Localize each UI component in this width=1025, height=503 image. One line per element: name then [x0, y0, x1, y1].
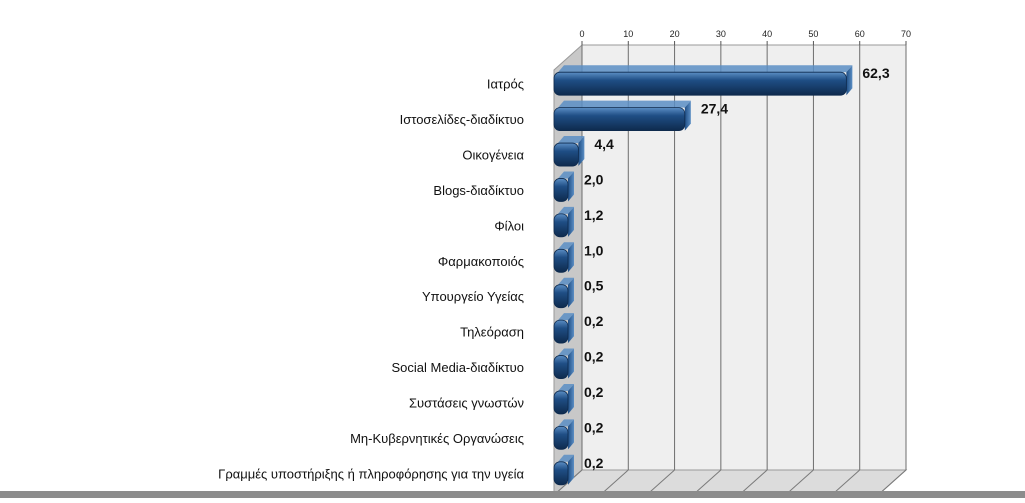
category-label: Τηλεόραση — [460, 324, 524, 340]
value-label: 0,2 — [584, 454, 604, 471]
bar-front-face — [554, 320, 568, 343]
bar-front-face — [554, 214, 568, 237]
value-label: 62,3 — [862, 65, 890, 82]
category-label: Συστάσεις γνωστών — [409, 395, 524, 411]
bar-front-face — [554, 462, 568, 485]
bar — [554, 101, 691, 131]
value-label: 2,0 — [584, 171, 604, 188]
category-label: Blogs-διαδίκτυο — [433, 182, 524, 198]
tick-label: 50 — [808, 29, 819, 39]
category-label: Γραμμές υποστήριξης ή πληροφόρησης για την υγεία — [218, 466, 524, 482]
value-label: 0,2 — [584, 419, 604, 436]
bar-front-face — [554, 178, 568, 201]
tick-label: 10 — [623, 29, 634, 39]
tick-label: 30 — [715, 29, 726, 39]
bar-front-face — [554, 391, 568, 414]
tick-label: 70 — [900, 29, 912, 39]
bar — [554, 65, 852, 95]
category-label: Social Media-διαδίκτυο — [391, 360, 524, 376]
bar-front-face — [554, 143, 578, 166]
bar-front-face — [554, 72, 846, 95]
bottom-divider — [0, 491, 1025, 498]
tick-label: 60 — [854, 29, 865, 39]
bar-front-face — [554, 249, 568, 272]
tick-label: 40 — [762, 29, 773, 39]
value-label: 1,2 — [584, 206, 604, 223]
tick-label: 20 — [669, 29, 680, 39]
value-label: 0,2 — [584, 348, 604, 365]
value-label: 0,5 — [584, 277, 604, 294]
value-label: 27,4 — [700, 100, 729, 117]
tick-label: 0 — [579, 29, 585, 39]
category-labels — [218, 77, 524, 482]
category-label: Οικογένεια — [462, 147, 524, 163]
bar-top-face — [558, 101, 691, 108]
bar-top-face — [558, 65, 852, 72]
category-label: Φίλοι — [494, 218, 524, 234]
value-label: 4,4 — [594, 136, 614, 153]
category-label: Ιστοσελίδες-διαδίκτυο — [399, 112, 524, 128]
value-label: 0,2 — [584, 383, 604, 400]
value-label: 1,0 — [584, 242, 604, 259]
bar-front-face — [554, 285, 568, 308]
value-label: 0,2 — [584, 313, 604, 330]
category-label: Φαρμακοποιός — [437, 253, 524, 269]
bar-front-face — [554, 426, 568, 449]
category-label: Υπουργείο Υγείας — [422, 289, 524, 305]
bar-front-face — [554, 108, 685, 131]
category-label: Μη-Κυβερνητικές Οργανώσεις — [350, 430, 524, 446]
category-label: Ιατρός — [486, 76, 524, 92]
bar-front-face — [554, 356, 568, 379]
x-axis-ticks — [579, 29, 911, 45]
